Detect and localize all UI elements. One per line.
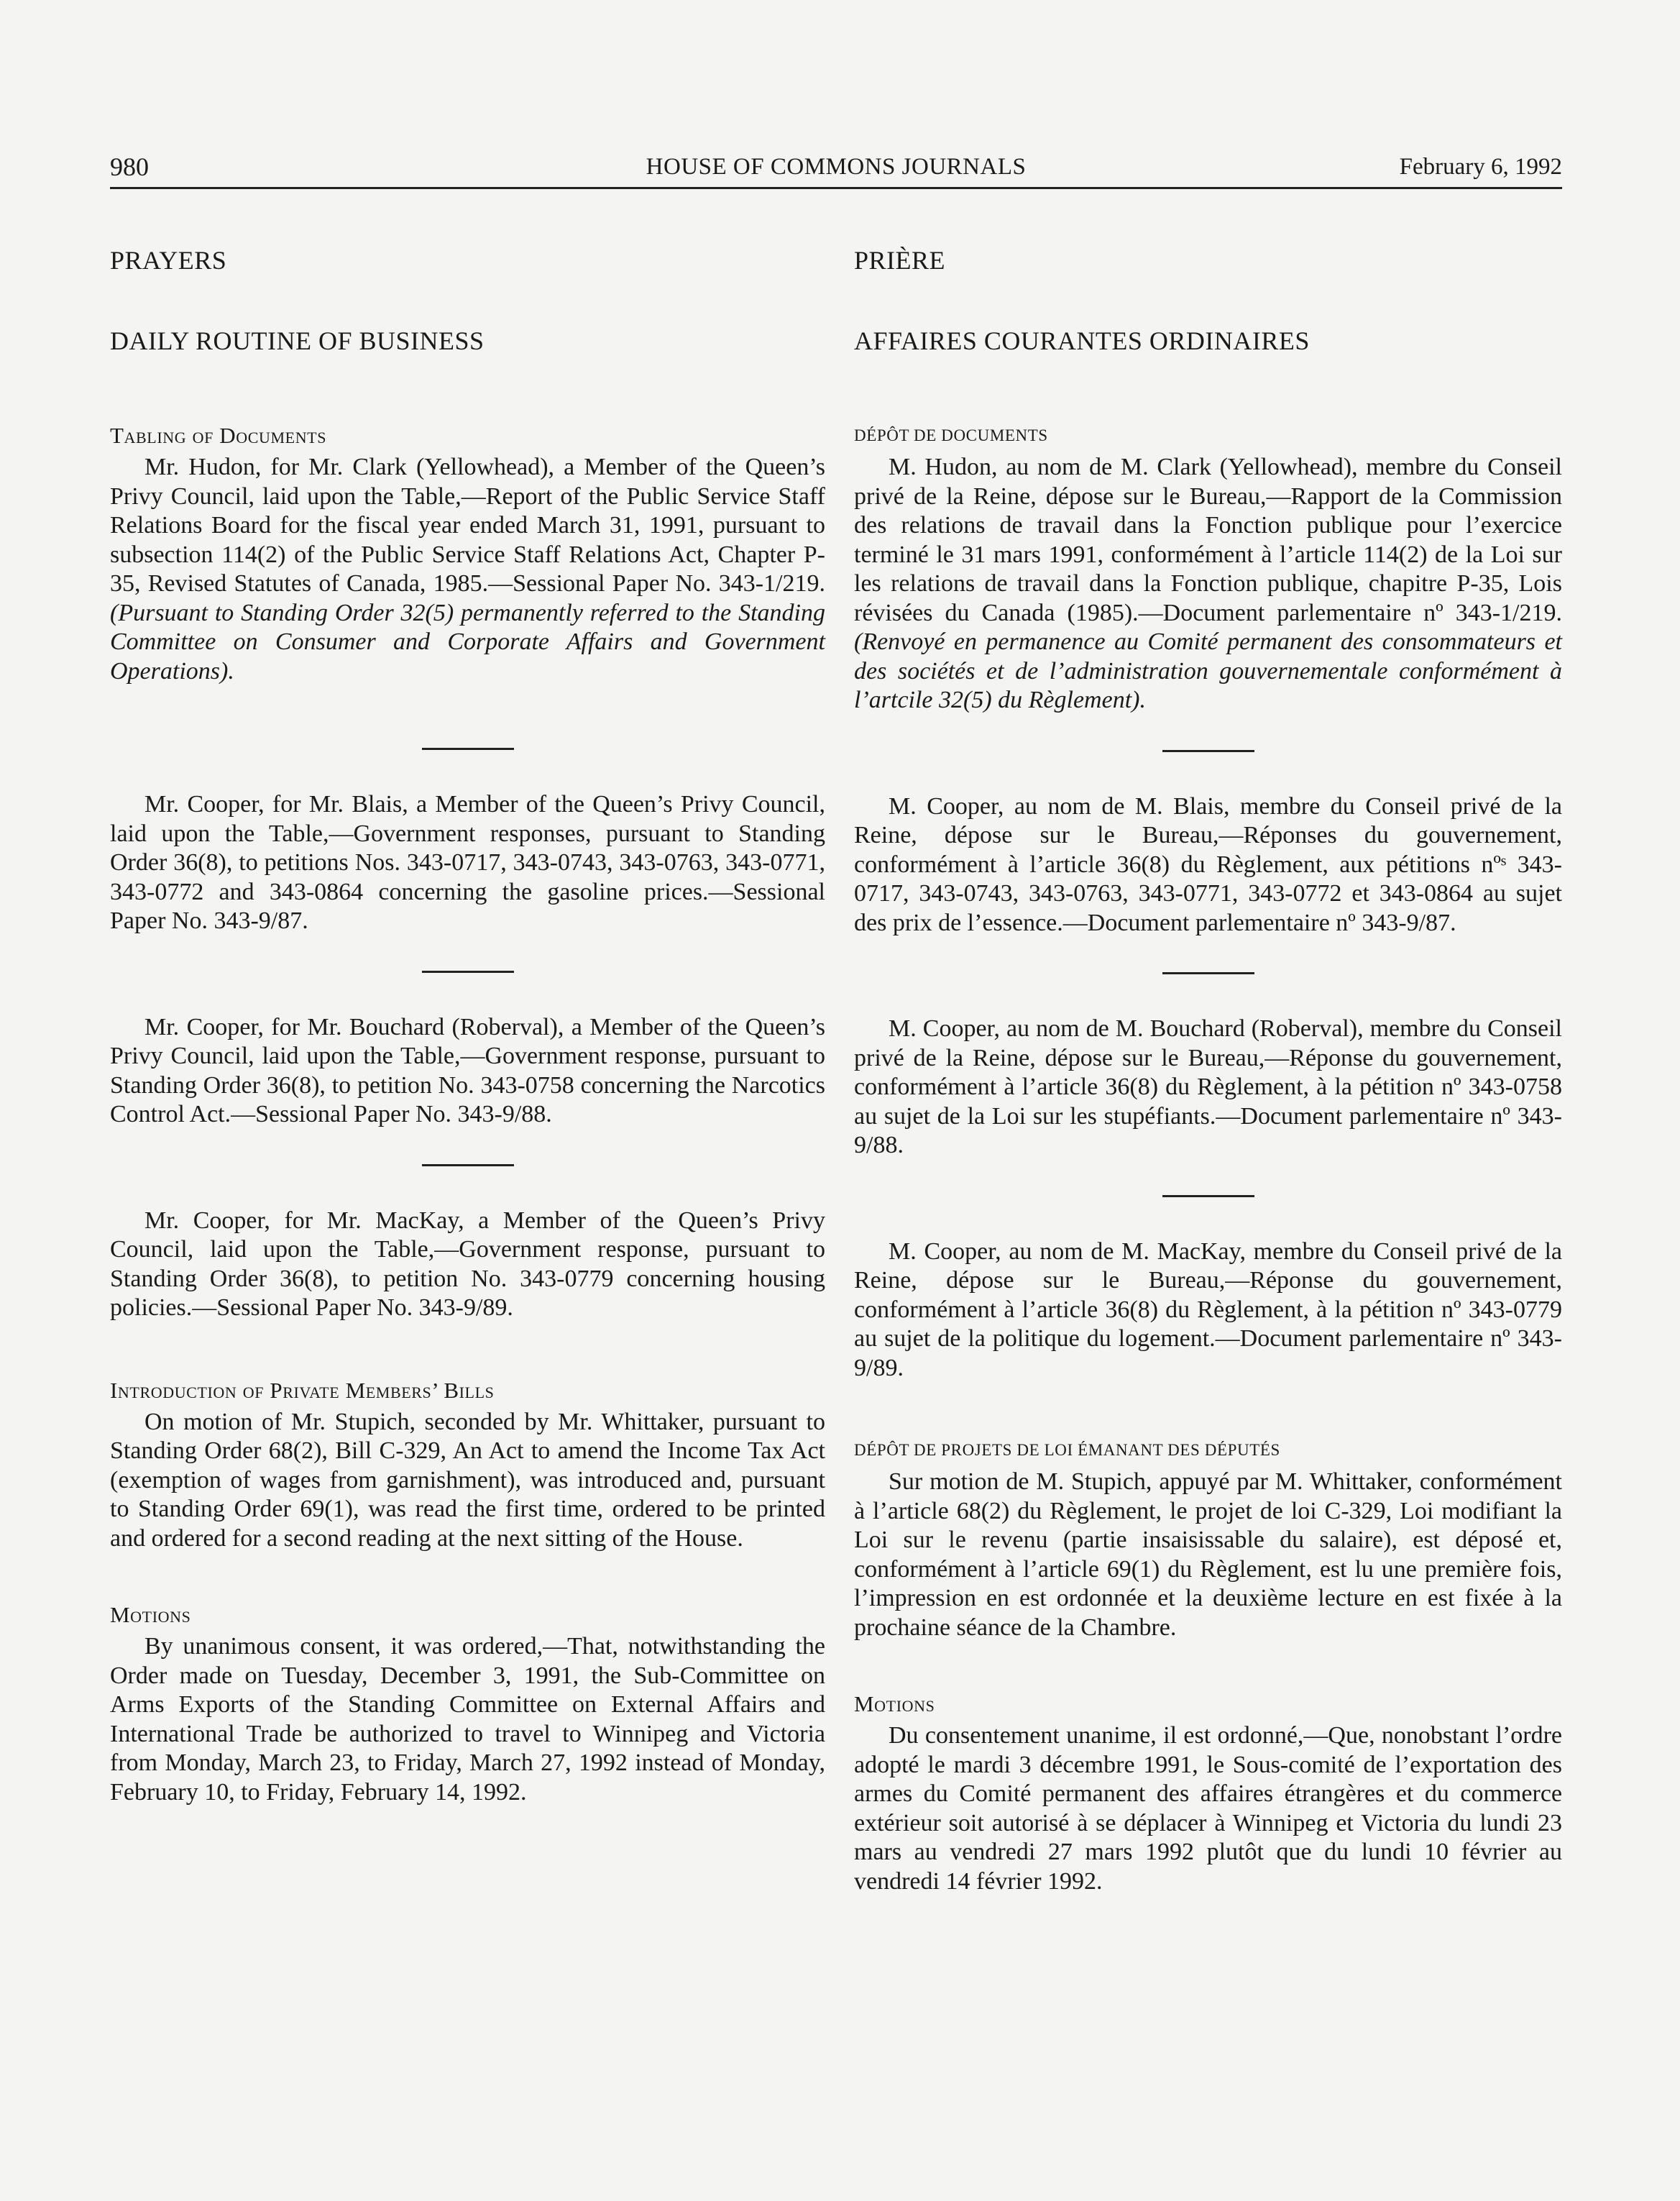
separator-rule <box>1162 1195 1254 1197</box>
depot-paragraph-2: M. Cooper, au nom de M. Blais, membre du Conseil privé de la Reine, dépose sur le Bureau,—Réponses du gouvernement, conformément à l’article 36(8) du Règlement, aux pétitions nºˢ 343-0717, 343-0743, 343-0763, 343-0771, 343-0772 et 343-0864 au sujet des prix de l’essence.—Document parlementaire nº 343-9/87. <box>854 792 1562 936</box>
motions-fr-paragraph: Du consentement unanime, il est ordonné,—Que, nonobstant l’ordre adopté le mardi 3 décembre 1991, le Sous-comité de l’exportation des armes du Comité permanent des affaires étrangères et du commerce extérieur soit autorisé à se déplacer à Winnipeg et Victoria du lundi 23 mars au vendredi 27 mars 1992 plutôt que du lundi 10 février au vendredi 14 février 1992. <box>854 1722 1562 1895</box>
header-date: February 6, 1992 <box>1399 154 1562 180</box>
separator-rule <box>422 748 514 750</box>
tabling-paragraph-1: Mr. Hudon, for Mr. Clark (Yellowhead), a Member of the Queen’s Privy Council, laid upon the Table,—Report of the Public Service Staff Relations Board for the fiscal year ended March 31, 1991, pursuant to subsection 114(2) of the Public Service Staff Relations Act, Chapter P-35, Revised Statutes of Canada, 1985.—Sessional Paper No. 343-1/219. (Pursuant to Standing Order 32(5) permanently referred to the Standing Committee on Consumer and Corporate Affairs and Government Operations). <box>110 454 825 685</box>
tabling-heading: Tabling of Documents <box>110 423 327 448</box>
separator-rule <box>1162 750 1254 752</box>
tabling-paragraph-4: Mr. Cooper, for Mr. MacKay, a Member of the Queen’s Privy Council, laid upon the Table,—Government response, pursuant to Standing Order 36(8), to petition No. 343-0779 concerning housing policies.—Sessional Paper No. 343-9/89. <box>110 1207 825 1321</box>
depot-paragraph-4: M. Cooper, au nom de M. MacKay, membre du Conseil privé de la Reine, dépose sur le Bureau,—Réponse du gouvernement, conformément à l’article 36(8) du Règlement, à la pétition nº 343-0779 au sujet de la politique du logement.—Document parlementaire nº 343-9/89. <box>854 1237 1562 1381</box>
separator-rule <box>422 1164 514 1166</box>
separator-rule <box>1162 972 1254 974</box>
tabling-paragraph-2: Mr. Cooper, for Mr. Blais, a Member of the Queen’s Privy Council, laid upon the Table,—Government responses, pursuant to Standing Order 36(8), to petitions Nos. 343-0717, 343-0743, 343-0763, 343-0771, 343-0772 and 343-0864 concerning the gasoline prices.—Sessional Paper No. 343-9/87. <box>110 791 825 934</box>
page-number: 980 <box>110 152 149 181</box>
daily-routine-heading: DAILY ROUTINE OF BUSINESS <box>110 326 485 355</box>
prayers-heading: PRAYERS <box>110 246 227 275</box>
projets-de-loi-heading: DÉPÔT DE PROJETS DE LOI ÉMANANT DES DÉPUTÉS <box>854 1441 1280 1459</box>
depot-documents-heading: DÉPÔT DE DOCUMENTS <box>854 426 1048 444</box>
motions-heading: Motions <box>110 1602 191 1627</box>
english-column <box>110 244 825 1807</box>
priere-heading: PRIÈRE <box>854 246 946 275</box>
tabling-paragraph-3: Mr. Cooper, for Mr. Bouchard (Roberval), a Member of the Queen’s Privy Council, laid upon the Table,—Government response, pursuant to Standing Order 36(8), to petition No. 343-0758 concerning the Narcotics Control Act.—Sessional Paper No. 343-9/88. <box>110 1013 825 1127</box>
motions-paragraph: By unanimous consent, it was ordered,—That, notwithstanding the Order made on Tuesday, December 3, 1991, the Sub-Committee on Arms Exports of the Standing Committee on External Affairs and International Trade be authorized to travel to Winnipeg and Victoria from Monday, March 23, to Friday, March 27, 1992 instead of Monday, February 10, to Friday, February 14, 1992. <box>110 1633 825 1806</box>
projets-de-loi-paragraph: Sur motion de M. Stupich, appuyé par M. Whittaker, conformément à l’article 68(2) du Règlement, le projet de loi C-329, Loi modifiant la Loi sur le revenu (partie insaisissable du salaire), est déposé et, conformément à l’article 69(1) du Règlement, est lu une première fois, l’impression en est ordonnée et la deuxième lecture en est fixée à la prochaine séance de la Chambre. <box>854 1468 1562 1641</box>
journal-title: HOUSE OF COMMONS JOURNALS <box>646 154 1027 180</box>
depot-paragraph-1: M. Hudon, au nom de M. Clark (Yellowhead), membre du Conseil privé de la Reine, dépose sur le Bureau,—Rapport de la Commission des relations de travail dans la Fonction publique pour l’exercice terminé le 31 mars 1991, conformément à l’article 114(2) de la Loi sur les relations de travail dans la Fonction publique, chapitre P-35, Lois révisées du Canada (1985).—Document parlementaire nº 343-1/219. (Renvoyé en permanence au Comité permanent des consommateurs et des sociétés et de l’administration gouvernementale conformément à l’artcile 32(5) du Règlement). <box>854 454 1562 713</box>
private-bills-paragraph: On motion of Mr. Stupich, seconded by Mr. Whittaker, pursuant to Standing Order 68(2), Bill C-329, An Act to amend the Income Tax Act (exemption of wages from garnishment), was introduced and, pursuant to Standing Order 69(1), was read the first time, ordered to be printed and ordered for a second reading at the next sitting of the House. <box>110 1408 825 1552</box>
depot-paragraph-3: M. Cooper, au nom de M. Bouchard (Roberval), membre du Conseil privé de la Reine, dépose sur le Bureau,—Réponse du gouvernement, conformément à l’article 36(8) du Règlement, à la pétition nº 343-0758 au sujet de la Loi sur les stupéfiants.—Document parlementaire nº 343-9/88. <box>854 1015 1562 1158</box>
depot-paragraph-1-renvoi: (Renvoyé en permanence au Comité permanent des consommateurs et des sociétés et de l’administration gouvernementale conformément à l’artcile 32(5) du Règlement). <box>854 628 1562 713</box>
private-bills-heading: Introduction of Private Members’ Bills <box>110 1377 495 1403</box>
separator-rule <box>422 971 514 973</box>
tabling-paragraph-1-referral: (Pursuant to Standing Order 32(5) permanently referred to the Standing Committee on Consumer and Corporate Affairs and Government Operations). <box>110 599 825 685</box>
affaires-courantes-heading: AFFAIRES COURANTES ORDINAIRES <box>854 326 1310 355</box>
french-column <box>854 244 1562 1896</box>
motions-fr-heading: Motions <box>854 1691 935 1716</box>
page-header <box>110 151 1562 189</box>
